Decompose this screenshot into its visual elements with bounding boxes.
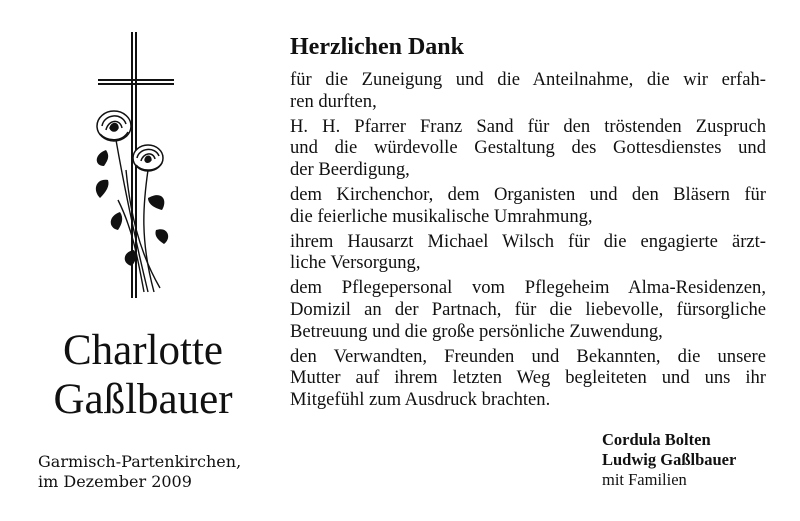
- deceased-last-name: Gaßlbauer: [53, 376, 233, 423]
- signature-name: Cordula Bolten: [602, 430, 711, 449]
- cross-with-roses-icon: [78, 30, 178, 300]
- signature-name: Ludwig Gaßlbauer: [602, 450, 737, 469]
- text-line: ihrem Hausarzt Michael Wilsch für die engagierte ärzt-: [290, 230, 766, 252]
- text-line: dem Kirchenchor, dem Organisten und den Bläsern für: [290, 183, 766, 205]
- thank-you-block: [290, 33, 766, 414]
- text-line: für die Zuneigung und die Anteilnahme, die wir erfah-: [290, 69, 766, 90]
- thanks-paragraph: [290, 346, 766, 411]
- text-line: liche Versorgung,: [290, 252, 421, 274]
- headline: Herzlichen Dank: [290, 34, 464, 60]
- thanks-paragraph: [290, 231, 766, 275]
- thanks-paragraph: [290, 116, 766, 181]
- text-line: der Beerdigung,: [290, 159, 410, 181]
- text-line: dem Pflegepersonal vom Pflegeheim Alma-Residenzen,: [290, 277, 766, 299]
- signature-block: [602, 430, 736, 490]
- text-line: Betreuung und die große persönliche Zuwendung,: [290, 320, 663, 342]
- text-line: die feierliche musikalische Umrahmung,: [290, 205, 593, 227]
- thanks-paragraph: [290, 184, 766, 228]
- text-line: Mutter auf ihrem letzten Weg begleiteten und uns ihr: [290, 367, 766, 389]
- signature-family: mit Familien: [602, 470, 687, 489]
- text-line: und die würdevolle Gestaltung des Gottesdienstes und: [290, 137, 766, 159]
- date-text: im Dezember 2009: [38, 472, 192, 491]
- place-date-block: [38, 452, 241, 492]
- text-line: Domizil an der Partnach, für die liebevolle, fürsorgliche: [290, 298, 766, 320]
- place-text: Garmisch-Partenkirchen,: [38, 452, 242, 471]
- text-line: den Verwandten, Freunden und Bekannten, die unsere: [290, 345, 766, 367]
- deceased-first-name: Charlotte: [62, 327, 223, 374]
- text-line: H. H. Pfarrer Franz Sand für den tröstenden Zuspruch: [290, 115, 766, 137]
- thanks-paragraph: [290, 69, 766, 113]
- text-line: Mitgefühl zum Ausdruck brachten.: [290, 389, 551, 411]
- thanks-paragraph: [290, 277, 766, 342]
- text-line: ren durften,: [290, 90, 377, 112]
